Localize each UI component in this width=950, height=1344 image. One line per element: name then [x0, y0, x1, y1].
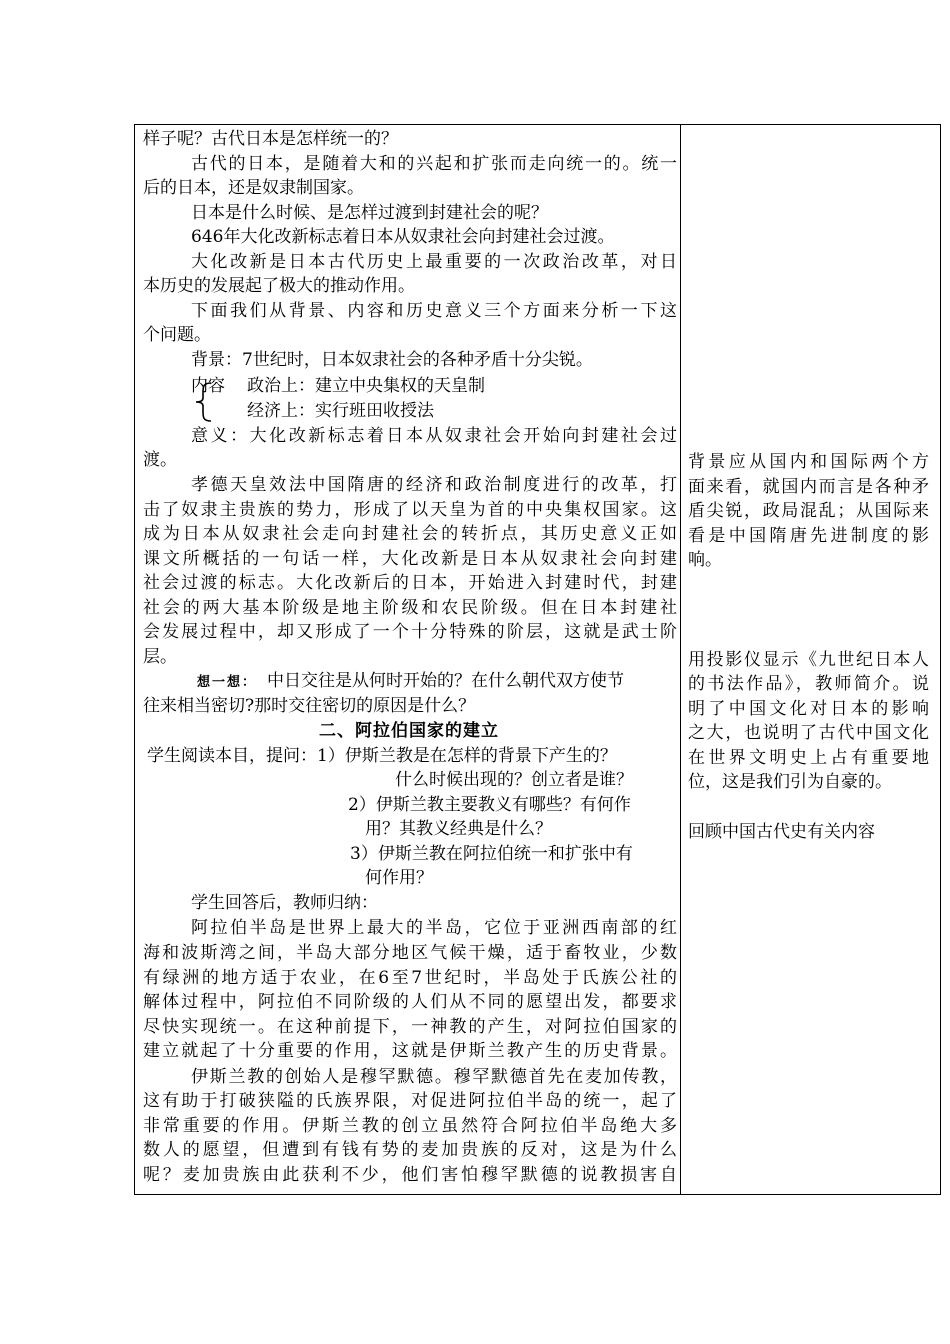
text-line: 3）伊斯兰教在阿拉伯统一和扩张中有 — [350, 844, 633, 864]
text-line: 古代的日本，是随着大和的兴起和扩张而走向统一的。统一 — [191, 154, 677, 174]
text-line: 课文所概括的一句话一样，大化改新是日本从奴隶社会向封建 — [143, 549, 677, 569]
text-line: 2）伊斯兰教主要教义有哪些？有何作 — [348, 795, 631, 815]
text-line: 伊斯兰教的创始人是穆罕默德。穆罕默德首先在麦加传教， — [191, 1067, 677, 1087]
section-heading: 二、阿拉伯国家的建立 — [319, 721, 499, 741]
text-line: 解体过程中，阿拉伯不同阶级的人们从不同的愿望出发，都要求 — [143, 992, 677, 1012]
text-line: 经济上：实行班田收授法 — [247, 401, 434, 421]
text-line: 社会过渡的标志。大化改新后的日本，开始进入封建时代，封建 — [143, 573, 677, 593]
text-line: 用？其教义经典是什么？ — [365, 819, 552, 839]
note-line: 明了中国文化对日本的影响 — [688, 699, 929, 719]
text-line: 尽快实现统一。在这种前提下，一神教的产生，对阿拉伯国家的 — [143, 1017, 677, 1037]
note-line: 之大，也说明了古代中国文化 — [688, 723, 929, 743]
note-line: 响。 — [688, 550, 722, 570]
text-line: 学生回答后，教师归纳： — [191, 893, 378, 913]
text-line: 渡。 — [143, 450, 177, 470]
text-line: 646年大化改新标志着日本从奴隶社会向封建社会过渡。 — [191, 227, 615, 247]
text-line: 这有助于打破狭隘的氏族界限，对促进阿拉伯半岛的统一，起了 — [143, 1091, 677, 1111]
text-line: 呢？麦加贵族由此获利不少，他们害怕穆罕默德的说教损害自 — [143, 1165, 677, 1185]
text-line: 日本是什么时候、是怎样过渡到封建社会的呢？ — [191, 203, 548, 223]
curly-brace-icon — [189, 381, 217, 423]
text-line: 建立就起了十分重要的作用，这就是伊斯兰教产生的历史背景。 — [143, 1041, 677, 1061]
think-label: 想一想： — [197, 675, 258, 690]
text-line: 背景：7世纪时，日本奴隶社会的各种矛盾十分尖锐。 — [191, 350, 593, 370]
text-line: 意义：大化改新标志着日本从奴隶社会开始向封建社会过 — [191, 426, 677, 446]
text-line: 击了奴隶主贵族的势力，形成了以天皇为首的中央集权国家。这 — [143, 500, 677, 520]
text-line: 数人的愿望，但遭到有钱有势的麦加贵族的反对，这是为什么 — [143, 1140, 677, 1160]
text-line: 学生阅读本目，提问：1）伊斯兰教是在怎样的背景下产生的？ — [147, 746, 617, 766]
text-line: 本历史的发展起了极大的推动作用。 — [143, 276, 415, 296]
note-line: 用投影仪显示《九世纪日本人 — [688, 650, 929, 670]
note-line: 在世界文明史上占有重要地 — [688, 748, 929, 768]
text-line: 层。 — [143, 647, 177, 667]
text-line: 非常重要的作用。伊斯兰教的创立虽然符合阿拉伯半岛绝大多 — [143, 1116, 677, 1136]
note-line: 盾尖锐，政局混乱；从国际来 — [688, 501, 929, 521]
text-line: 社会的两大基本阶级是地主阶级和农民阶级。但在日本封建社 — [143, 598, 677, 618]
text-line: 孝德天皇效法中国隋唐的经济和政治制度进行的改革，打 — [191, 475, 677, 495]
text-line: 会发展过程中，却又形成了一个十分特殊的阶层，这就是武士阶 — [143, 622, 677, 642]
text-line: 后的日本，还是奴隶制国家。 — [143, 178, 364, 198]
text-line: 大化改新是日本古代历史上最重要的一次政治改革，对日 — [191, 252, 677, 272]
text-line: 中日交往是从何时开始的？在什么朝代双方使节 — [267, 671, 624, 691]
note-line: 面来看，就国内而言是各种矛 — [688, 477, 929, 497]
text-line: 海和波斯湾之间，半岛大部分地区气候干燥，适于畜牧业，少数 — [143, 943, 677, 963]
column-divider — [680, 125, 681, 1194]
text-line: 何作用？ — [365, 868, 433, 888]
text-line: 成为日本从奴隶社会走向封建社会的转折点，其历史意义正如 — [143, 524, 677, 544]
text-line: 个问题。 — [143, 325, 211, 345]
note-line: 看是中国隋唐先进制度的影 — [688, 526, 929, 546]
lesson-table — [134, 124, 941, 1195]
text-line: 阿拉伯半岛是世界上最大的半岛，它位于亚洲西南部的红 — [191, 918, 677, 938]
text-line: 有绿洲的地方适于农业，在6至7世纪时，半岛处于氏族公社的 — [143, 968, 677, 988]
content-label: 内容 — [191, 376, 225, 396]
text-line: 往来相当密切?那时交往密切的原因是什么？ — [143, 696, 476, 716]
text-line: 样子呢？古代日本是怎样统一的？ — [143, 129, 398, 149]
text-line: 下面我们从背景、内容和历史意义三个方面来分析一下这 — [191, 301, 677, 321]
text-line: 什么时候出现的？创立者是谁？ — [395, 770, 633, 790]
note-line: 回顾中国古代史有关内容 — [688, 822, 875, 842]
note-line: 背景应从国内和国际两个方 — [688, 452, 929, 472]
note-line: 位，这是我们引为自豪的。 — [688, 772, 892, 792]
note-line: 的书法作品》，教师简介。说 — [688, 674, 929, 694]
text-line: 政治上：建立中央集权的天皇制 — [247, 376, 485, 396]
